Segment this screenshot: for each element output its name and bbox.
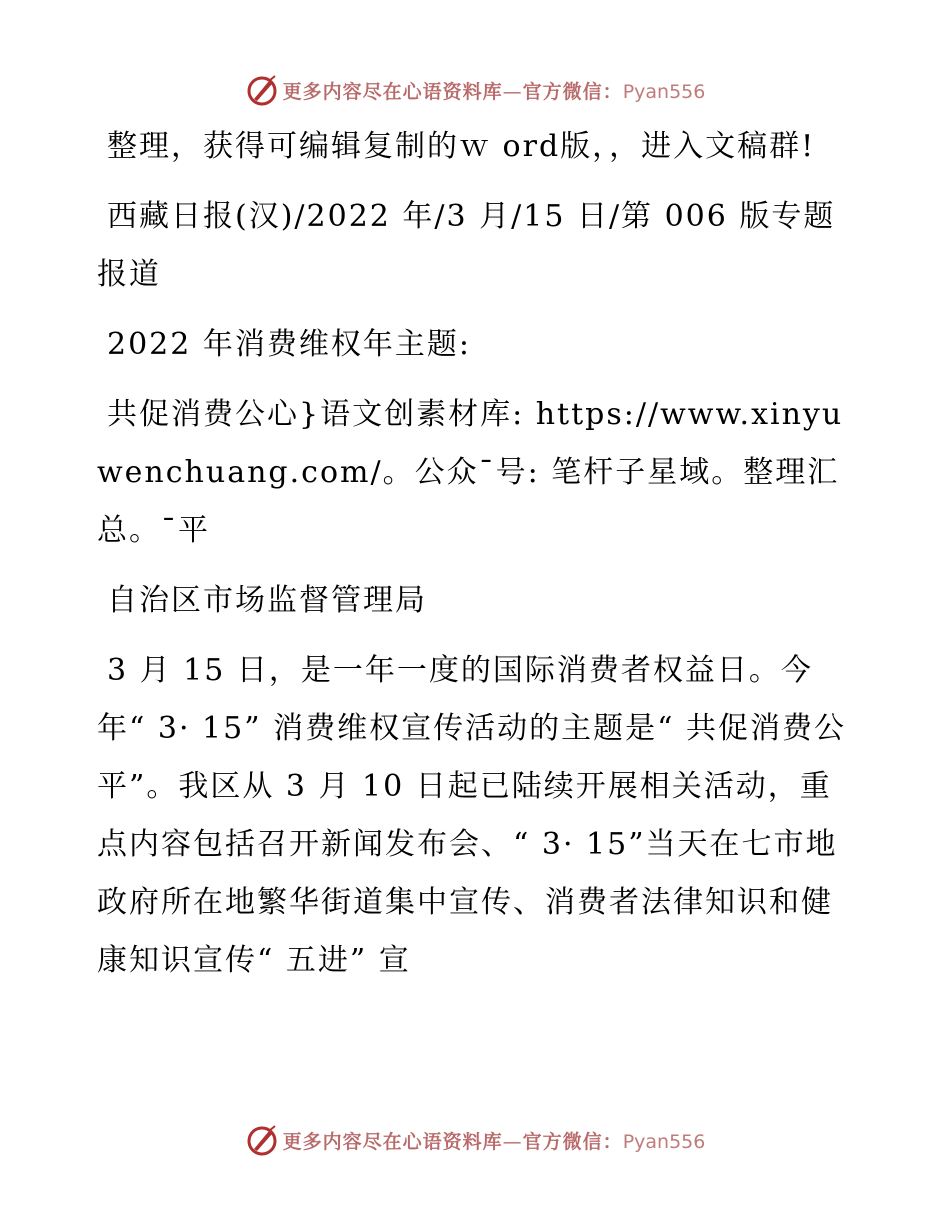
paragraph-4: 共促消费公心}语文创素材库: https://www.xinyuwenchuang.com/。公众¯号: 笔杆子星域。整理汇总。¯平 (97, 397, 844, 548)
footer-banner-wechat-id: Pyan556 (622, 1130, 706, 1153)
paragraph-6: 3 月 15 日，是一年一度的国际消费者权益日。今年“ 3· 15” 消费维权宣传活动的主题是“ 共促消费公平”。我区从 3 月 10 日起已陆续开展相关活动，重点内容包括召开新闻发布会、“ 3· 15”当天在七市地政府所在地繁华街道集中宣传、消费者法律知识和健康知识宣传“ 五进” 宣 (97, 653, 846, 978)
paragraph-2: 西藏日报(汉)/2022 年/3 月/15 日/第 006 版专题报道 (97, 199, 836, 292)
banner-main-text: 更多内容尽在心语资料库 (282, 80, 503, 103)
header-banner (0, 70, 950, 110)
footer-banner-official-label: 官方微信： (522, 1130, 623, 1153)
footer-banner-text (283, 1127, 706, 1154)
quill-logo-icon (245, 1123, 279, 1157)
banner-separator: — (502, 80, 523, 103)
paragraph-3: 2022 年消费维权年主题: (107, 327, 471, 362)
footer-banner (0, 1120, 950, 1160)
banner-official-label: 官方微信： (522, 80, 623, 103)
document-body (97, 118, 857, 1002)
banner-text (283, 77, 706, 104)
paragraph-1: 整理，获得可编辑复制的ｗ ord版，，进入文稿群! (107, 129, 816, 164)
paragraph-5: 自治区市场监督管理局 (107, 583, 427, 618)
banner-wechat-id: Pyan556 (622, 80, 706, 103)
footer-banner-separator: — (502, 1130, 523, 1153)
footer-banner-main-text: 更多内容尽在心语资料库 (282, 1130, 503, 1153)
quill-logo-icon (245, 73, 279, 107)
